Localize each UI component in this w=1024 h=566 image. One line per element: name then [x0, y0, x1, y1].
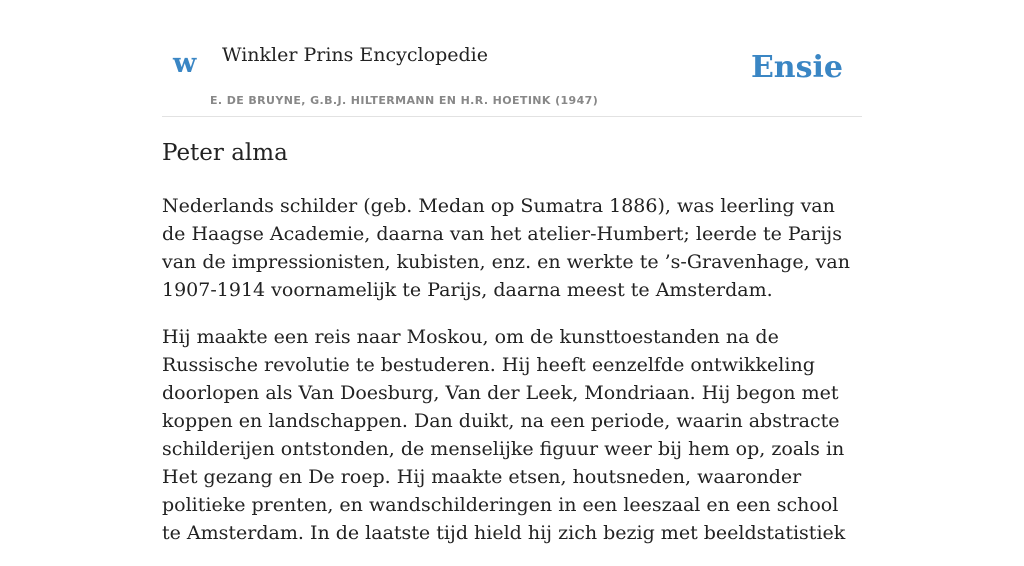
article-title: Peter alma: [162, 140, 288, 166]
page: [162, 0, 862, 544]
book-logo-icon[interactable]: w: [173, 48, 197, 79]
article-body: [162, 192, 862, 566]
book-authors: E. DE BRUYNE, G.B.J. HILTERMANN EN H.R. HOETINK (1947): [210, 94, 599, 107]
site-header: [162, 0, 862, 117]
ensie-logo[interactable]: Ensie: [750, 50, 843, 85]
article-paragraph: Nederlands schilder (geb. Medan op Sumatra 1886), was leerling van de Haagse Academie, daarna van het atelier-Humbert; leerde te Parijs van de impressionisten, kubisten, enz. en werkte te ’s-Gravenhage, van 1907-1914 voornamelijk te Parijs, daarna meest te Amsterdam.: [162, 195, 850, 301]
article-paragraph: Hij maakte een reis naar Moskou, om de kunsttoestanden na de Russische revolutie te bestuderen. Hij heeft eenzelfde ontwikkeling doorlopen als Van Doesburg, Van der Leek, Mondriaan. Hij begon met koppen en landschappen. Dan duikt, na een periode, waarin abstracte schilderijen ontstonden, de menselijke figuur weer bij hem op, zoals in Het gezang en De roep. Hij maakte etsen, houtsneden, waaronder politieke prenten, en wandschilderingen in een leeszaal en een school te Amsterdam. In de laatste tijd hield hij zich bezig met beeldstatistiek: [162, 326, 846, 544]
book-title[interactable]: Winkler Prins Encyclopedie: [222, 44, 488, 66]
